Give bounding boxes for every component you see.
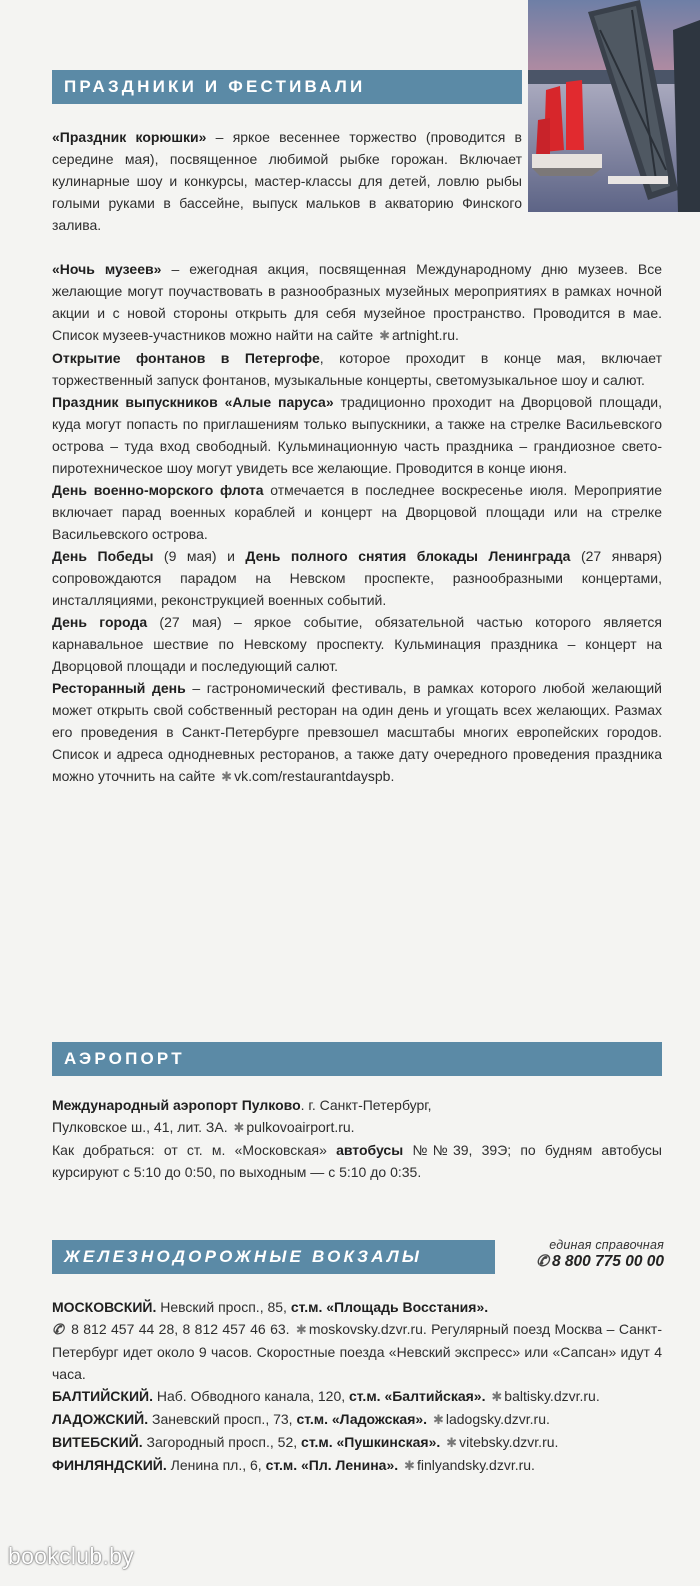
festival-description: – гастрономический фестиваль, в рамках которого любой желающий может открыть свой собственный ресторан на один день и угощать всех желающих. Размах его проведения в Санкт-Петербурге превзошел масштабы многих европейских городов. Список и адреса однодневных ресторанов, а также дату очередного проведения праздника можно уточнить на сайте: [52, 680, 662, 784]
festival-title: «Праздник корюшки»: [52, 129, 207, 145]
festival-title: День Победы: [52, 548, 154, 564]
station-address: Заневский просп., 73,: [148, 1411, 297, 1427]
festival-item: [52, 391, 662, 479]
festival-item: [52, 545, 662, 611]
star-icon: ✱: [404, 1458, 415, 1473]
baltisky-link[interactable]: baltisky.dzvr.ru.: [504, 1388, 600, 1404]
festival-description: – яркое весеннее торжество (проводится в середине мая), посвященное любимой рыбке горожан. Включает кулинарные шоу и конкурсы, мастер-классы для детей, ловлю рыбы голыми руками в бассейне, выпуск мальков в акваторию Финского залива.: [52, 129, 522, 233]
festival-title: День военно-морского флота: [52, 482, 264, 498]
festival-description: отмечается в последнее воскресенье июля. Мероприятие включает парад военных кораблей и концерт на Дворцовой площади или на стрелке Васильевского острова.: [52, 482, 662, 542]
hotline-number-row: [494, 1252, 664, 1272]
stations-text: [52, 1296, 662, 1477]
station-item: [52, 1385, 662, 1408]
star-icon: ✱: [295, 1322, 307, 1337]
star-icon: ✱: [379, 328, 390, 343]
station-address: Наб. Обводного канала, 120,: [152, 1388, 350, 1404]
station-address: Ленина пл., 6,: [166, 1457, 266, 1473]
festival-item: [52, 677, 662, 788]
star-icon: ✱: [221, 769, 233, 784]
station-metro: ст.м. «Пл. Ленина».: [265, 1457, 399, 1473]
station-item: [52, 1408, 662, 1431]
airport-how-to-get: [52, 1139, 662, 1183]
station-address: Загородный просп., 52,: [142, 1434, 302, 1450]
airport-city: . г. Санкт-Петербург,: [300, 1097, 432, 1113]
how-text-rest: №№39, 39Э; по будням автобусы курсируют с 5:10 до 0:50, по выходным — с 5:10 до 0:35.: [52, 1142, 662, 1180]
scarlet-sails-photo-icon: [528, 0, 700, 212]
festival-title-2: День полного снятия блокады Ленинграда: [245, 548, 571, 564]
restaurantday-link[interactable]: vk.com/restaurantdayspb: [234, 768, 391, 784]
how-bus: автобусы: [336, 1142, 404, 1158]
station-metro: ст.м. «Балтийская».: [349, 1388, 486, 1404]
airport-heading: АЭРОПОРТ: [52, 1042, 662, 1076]
punctuation: .: [390, 768, 395, 784]
ladogsky-link[interactable]: ladogsky.dzvr.ru.: [445, 1411, 550, 1427]
hotline-number[interactable]: 8 800 775 00 00: [551, 1253, 664, 1270]
festivals-text-top: [52, 126, 522, 236]
finlyandsky-link[interactable]: finlyandsky.dzvr.ru.: [416, 1457, 535, 1473]
festival-item: [52, 347, 662, 391]
festival-description: , которое проходит в конце мая, включает торжественный запуск фонтанов, музыкальные концерты, светомузыкальное шоу и салют.: [52, 350, 662, 388]
festival-description: (27 января) сопровождаются парадом на Невском проспекте, разнообразными концертами, инсталляциями, реконструкцией военных событий.: [52, 548, 662, 608]
station-metro: ст.м. «Площадь Восстания».: [290, 1299, 489, 1315]
station-description: . Регулярный поезд Москва – Санкт-Петербург идет около 9 часов. Скоростные поезда «Невский экспресс» или «Сапсан» идут 4 часа.: [52, 1321, 662, 1382]
festival-description: (27 мая) – яркое событие, обязательной частью которого является карнавальное шествие по Невскому проспекту. Кульминация праздника – концерт на Дворцовой площади и последующий салют.: [52, 614, 662, 674]
watermark: bookclub.by: [8, 1543, 135, 1569]
station-name: ФИНЛЯНДСКИЙ.: [52, 1457, 167, 1473]
airport-street: Пулковское ш., 41, лит. ЗА.: [52, 1119, 228, 1135]
festival-title: «Ночь музеев»: [52, 261, 162, 277]
star-icon: ✱: [446, 1435, 458, 1450]
station-metro: ст.м. «Пушкинская».: [301, 1434, 441, 1450]
phone-icon: ✆: [52, 1321, 64, 1337]
festival-date: (9 мая) и: [153, 548, 246, 564]
station-item: [52, 1454, 662, 1477]
festival-description: – ежегодная акция, посвященная Международному дню музеев. Все желающие могут поучаствовать в разнообразных музейных мероприятиях в рамках ночной акции и с новой стороны открыть для себя музейное пространство. Проводится в мае. Список музеев-участников можно найти на сайте: [52, 261, 662, 343]
station-name: МОСКОВСКИЙ.: [52, 1299, 157, 1315]
pulkovo-link[interactable]: pulkovoairport.ru.: [246, 1119, 355, 1135]
festivals-text: [52, 258, 662, 788]
hotline-label: единая справочная: [549, 1238, 664, 1252]
station-phones[interactable]: 8 812 457 44 28, 8 812 457 46 63.: [66, 1321, 294, 1337]
star-icon: ✱: [432, 1412, 444, 1427]
festival-description: традиционно проходит на Дворцовой площади, куда могут попасть по приглашениям только выпускники, а также на стрелке Васильевского острова – туда вход свободный. Кульминационную часть праздника – грандиозное свето-пиротехническое шоу могут увидеть все желающие. Проводится в конце июня.: [52, 394, 662, 476]
hotline: [494, 1238, 664, 1272]
station-address: Невский просп., 85,: [156, 1299, 291, 1315]
station-name: ВИТЕБСКИЙ.: [52, 1434, 143, 1450]
festival-item: [52, 126, 522, 236]
festival-item: [52, 611, 662, 677]
airport-address: [52, 1094, 662, 1139]
punctuation: .: [455, 327, 459, 343]
moskovsky-link[interactable]: moskovsky.dzvr.ru: [308, 1321, 423, 1337]
station-metro: ст.м. «Ладожская».: [296, 1411, 428, 1427]
header-photo: [528, 0, 700, 212]
festival-item: [52, 258, 662, 347]
festivals-heading: ПРАЗДНИКИ И ФЕСТИВАЛИ: [52, 70, 522, 104]
station-item: [52, 1431, 662, 1454]
star-icon: ✱: [233, 1120, 245, 1135]
festival-title: Праздник выпускников «Алые паруса»: [52, 394, 334, 410]
phone-icon: ✆: [535, 1253, 549, 1270]
station-name: БАЛТИЙСКИЙ.: [52, 1388, 153, 1404]
station-item: [52, 1296, 662, 1385]
airport-name: Международный аэропорт Пулково: [52, 1097, 301, 1113]
airport-text: [52, 1094, 662, 1183]
station-name: ЛАДОЖСКИЙ.: [52, 1411, 149, 1427]
festival-title: Открытие фонтанов в Петергофе: [52, 350, 320, 366]
star-icon: ✱: [491, 1389, 503, 1404]
stations-heading: ЖЕЛЕЗНОДОРОЖНЫЕ ВОКЗАЛЫ: [52, 1240, 495, 1274]
vitebsky-link[interactable]: vitebsky.dzvr.ru.: [459, 1434, 559, 1450]
artnight-link[interactable]: artnight.ru: [391, 327, 456, 343]
how-text: Как добраться: от ст. м. «Московская»: [52, 1142, 337, 1158]
festival-item: [52, 479, 662, 545]
festival-title: День города: [52, 614, 148, 630]
festival-title: Ресторанный день: [52, 680, 186, 696]
